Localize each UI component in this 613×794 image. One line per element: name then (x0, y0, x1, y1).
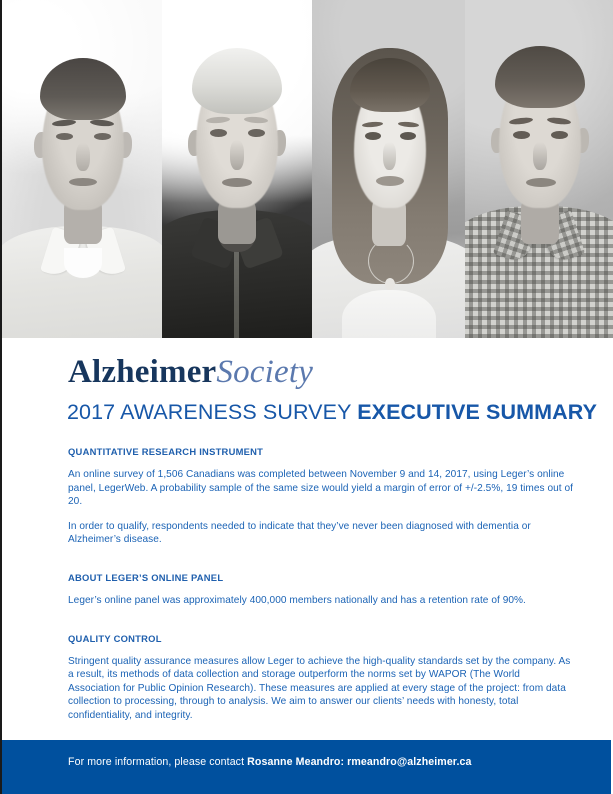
mouth (526, 178, 556, 187)
mouth (376, 176, 404, 186)
jacket-zip (234, 242, 239, 338)
section-paragraph: In order to qualify, respondents needed to indicate that they’ve never been diagnosed with dementia or Alzheimer’s disease. (68, 520, 531, 546)
nose (230, 140, 244, 170)
eye-left (56, 133, 73, 140)
page-title-regular: 2017 AWARENESS SURVEY (67, 400, 358, 424)
nose (383, 142, 396, 170)
portrait-person-checked-shirt (465, 0, 613, 338)
section-heading: QUALITY CONTROL (68, 632, 162, 644)
nose (533, 142, 547, 170)
section-heading: ABOUT LEGER’S ONLINE PANEL (68, 571, 224, 583)
section-heading: QUANTITATIVE RESEARCH INSTRUMENT (68, 446, 264, 457)
footer-contact-text (68, 756, 471, 768)
eye-right (551, 131, 568, 139)
section-spacer (68, 547, 574, 572)
nose (76, 143, 90, 171)
eye-right (94, 133, 111, 140)
document-body (68, 446, 574, 723)
footer-text-regular: For more information, please contact (68, 756, 248, 768)
section-quality-control (68, 633, 574, 723)
mouth (222, 178, 252, 187)
eye-right (248, 129, 265, 137)
necklace (368, 238, 414, 284)
portrait-man-grey-hair-dark-jacket (162, 0, 312, 338)
section-paragraph: Stringent quality assurance measures allow Leger to achieve the high-quality standards set by the company. As a result, its methods of data collection and storage outperform the norms set by WAPOR (The World Association for Public Opinion Research). These measures are applied at every stage of the project: from data collection to processing, through to analysis. We aim to answer our clients’ needs with honesty, total confidentiality, and integrity. (68, 655, 571, 721)
undershirt (64, 248, 102, 278)
section-spacer (68, 608, 574, 633)
portrait-older-man-light-shirt (2, 0, 162, 338)
section-quantitative-research-instrument (68, 446, 574, 547)
logo-word-alzheimer: Alzheimer (68, 354, 217, 390)
eye-left (365, 132, 381, 140)
mouth (69, 178, 97, 186)
section-paragraph: An online survey of 1,506 Canadians was completed between November 9 and 14, 2017, using Leger’s online panel, LegerWeb. A probability sample of the same size would yield a margin of error of +/-2.5%, 19 times out of 20. (68, 469, 574, 508)
portrait-woman-curly-hair-necklace (312, 0, 465, 338)
white-top (342, 290, 436, 338)
page-title (67, 400, 597, 425)
eye-left (513, 131, 530, 139)
hero-photo-strip (2, 0, 613, 338)
page-title-bold: EXECUTIVE SUMMARY (357, 400, 598, 424)
section-paragraph: Leger’s online panel was approximately 400,000 members nationally and has a retention rate of 90%. (68, 594, 526, 606)
footer-contact-email[interactable]: Rosanne Meandro: rmeandro@alzheimer.ca (247, 756, 472, 768)
logo-word-society: Society (216, 354, 314, 390)
eye-left (210, 129, 227, 137)
alzheimer-society-logo (68, 352, 313, 392)
eye-right (400, 132, 416, 140)
necklace-pendant (385, 278, 395, 290)
section-about-legers-online-panel (68, 572, 574, 608)
